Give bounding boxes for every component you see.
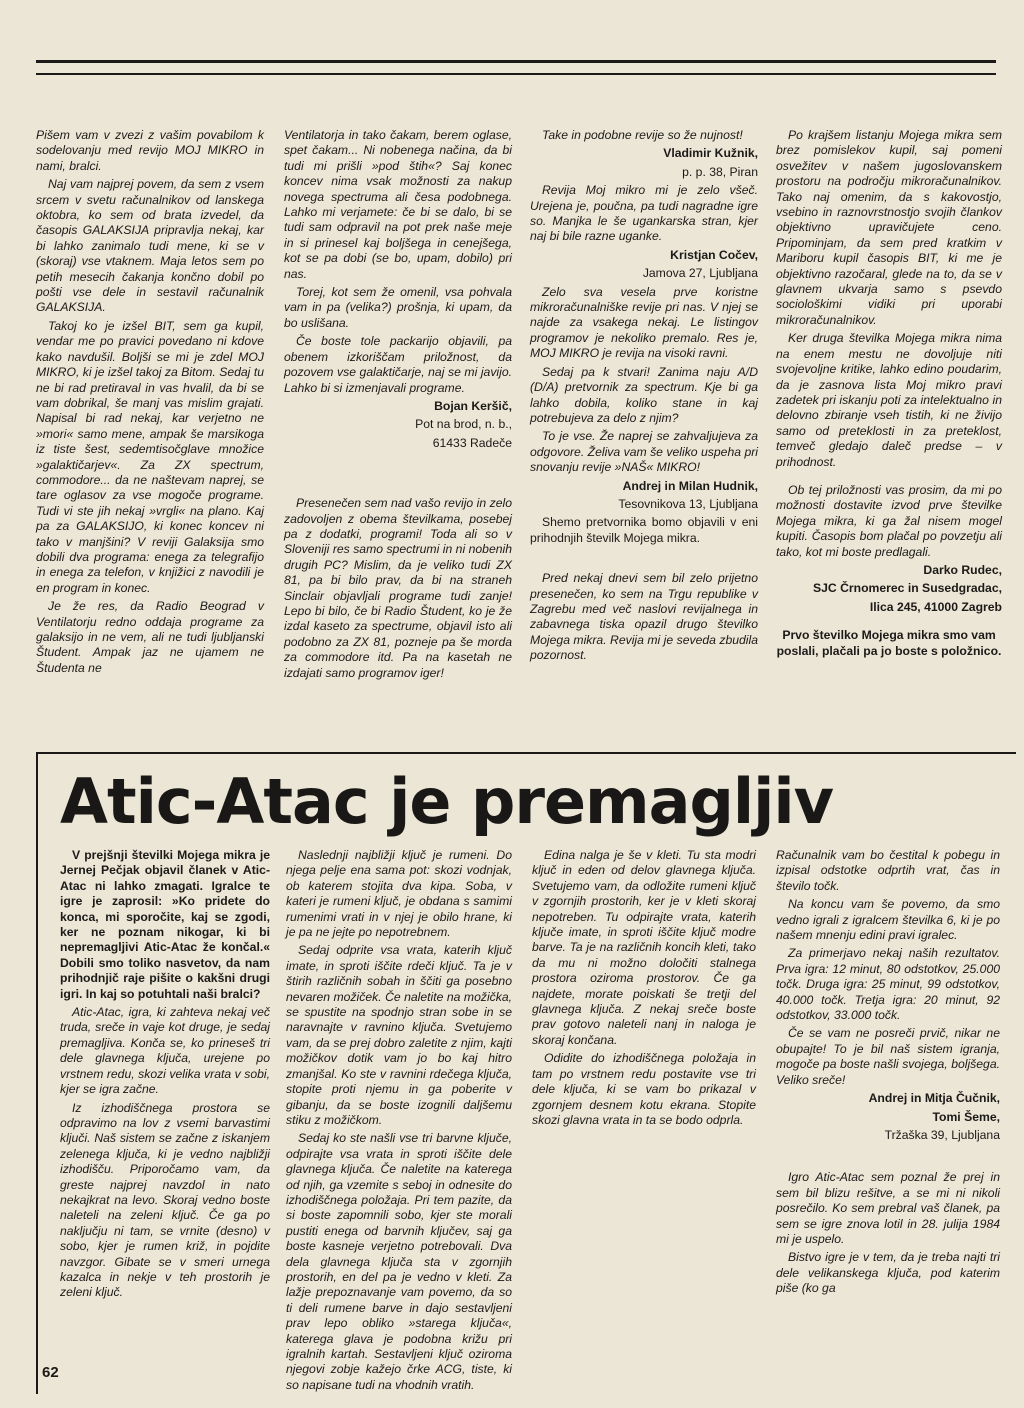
letter-paragraph: Ventilatorja in tako čakam, berem oglase, spet čakam... Ni nobenega načina, da bi tudi mi prišli »pod štih«? Saj konec koncev nima vsak možnosti za nakup novega spectruma ali česa podobnega. Lahko mi verjamete: če bi se dalo, bi se tudi sam odpravil na pot prek naše meje in si prinesel kaj boljšega in cenejšega, kot se pa dobi (se bo, upam, dobilo) pri nas. — [284, 128, 512, 281]
author-address: 61433 Radeče — [432, 435, 512, 450]
author-name: Andrej in Milan Hudnik, — [622, 478, 758, 493]
letter-paragraph: Zelo sva vesela prve koristne mikroračunalniške revije pri nas. V njej se najde za vsakega nekaj. Le listingov programov je nekoliko premalo. Res je, MOJ MIKRO je revija na visoki ravni. — [530, 284, 758, 361]
article-signature — [776, 1091, 1000, 1106]
article-paragraph: Sedaj odprite vsa vrata, katerih ključ imate, in sproti iščite rdeči ključ. Ta je v štirih različnih sobah in ščiti ga posebno nevaren možiček. Če naletite na možička, se spustite na spodnjo stran sobe in se naravnajte v ravnino ključa. Svetujemo vam, da se prej dobro zaletite z njim, kajti možičkov dotik vam jo bo kaj hitro zmanjšal. Ko ste v ravnini rdečega ključa, stopite proti njemu in ga poberite v gibanju, da se boste izognili daljšemu stiku z možičkom. — [286, 943, 512, 1127]
editor-reply: Prvo številko Mojega mikra smo vam poslali, plačali pa jo boste s položnico. — [776, 628, 1002, 658]
letters-column-2 — [284, 128, 512, 740]
author-address: Jamova 27, Ljubljana — [642, 266, 758, 281]
letters-column-4 — [776, 128, 1002, 740]
letters-column-1 — [36, 128, 264, 740]
page-number: 62 — [42, 1364, 59, 1381]
letter-paragraph: Pred nekaj dnevi sem bil zelo prijetno presenečen, ko sem na Trgu republike v Zagrebu med več naslovi revijalnega in zabavnega tiska opazil drugo številko Mojega mikra. Revija mi je seveda zbudila pozornost. — [530, 571, 758, 663]
article-column-4 — [776, 848, 1000, 1368]
editor-reply: Shemo pretvornika bomo objavili v eni prihodnjih številk Mojega mikra. — [530, 515, 758, 545]
article-paragraph: Če se vam ne posreči prvič, nikar ne obupajte! To je bil naš sistem igranja, mogoče pa boste našli svojega, boljšega. Veliko sreče! — [776, 1026, 1000, 1087]
article-paragraph: Iz izhodiščnega prostora se odpravimo na lov z vsemi barvastimi ključi. Naš sistem se začne z iskanjem zelenega ključa, ki je vedno najbližji izhodišču. Priporočamo vam, da greste najprej navzdol in nato nekajkrat na levo. Skoraj vedno boste naleteli na zeleni ključ. Če ga po naključju ni tam, se vrnite (desno) v sobo, kjer je rumen križ, in pojdite navzgor. Gibate se v smeri urnega kazalca in nekje v teh prostorih je zeleni ključ. — [60, 1100, 270, 1300]
letter-signature — [284, 399, 512, 414]
article-paragraph: Edina nalga je še v kleti. Tu sta modri ključ in eden od delov glavnega ključa. Svetujemo vam, da odložite rumeni ključ v zgornjih prostorih, ker je v kleti skoraj nepotreben. Tu odpirajte vrata, katerih ključe imate, in sproti iščite ključ modre barve. Ta je na različnih koncih kleti, tako da mu ni možno določiti stalnega prostora oziroma prostorov. Če ga najdete, morate poiskati še tretji del glavnega ključa. Z nekaj sreče boste prav gotovo naleteli nanj in naloga je skoraj končana. — [532, 848, 756, 1047]
article-title: Atic-Atac je premagljiv — [60, 765, 834, 838]
article-column-1 — [60, 848, 270, 1368]
article-paragraph: Igro Atic-Atac sem poznal že prej in sem bil blizu rešitve, a se mi ni nikoli posrečilo. Ko sem prebral vaš članek, pa sem se igre znova lotil in 28. julija 1984 mi je uspelo. — [776, 1170, 1000, 1246]
article-paragraph: Odidite do izhodiščnega položaja in tam po vrstnem redu postavite vse tri dele ključa, ki se vam bo prikazal v zgornjem desnem kotu ekrana. Stopite skozi glavna vrata in ta se bodo odprla. — [532, 1051, 756, 1127]
letter-paragraph: Pišem vam v zvezi z vašim povabilom k sodelovanju med revijo MOJ MIKRO in nami, bralci. — [36, 128, 264, 173]
article-column-2 — [286, 848, 512, 1392]
letter-signature — [530, 146, 758, 161]
author-address: SJC Črnomerec in Susedgradac, — [813, 581, 1002, 596]
author-name: Vladimir Kužnik, — [663, 146, 758, 161]
author-address: Tržaška 39, Ljubljana — [884, 1127, 1000, 1142]
letter-signature — [776, 563, 1002, 578]
author-name: Darko Rudec, — [923, 562, 1002, 577]
article-paragraph: Za primerjavo nekaj naših rezultatov. Prva igra: 12 minut, 80 odstotkov, 25.000 točk. Druga igra: 25 minut, 99 odstotkov, 40.000 točk. Tretja igra: 20 minut, 92 odstotkov, 33.000 točk. — [776, 946, 1000, 1023]
author-address: Ilica 245, 41000 Zagreb — [869, 599, 1002, 614]
letter-paragraph: Presenečen sem nad vašo revijo in zelo zadovoljen z obema številkama, posebej pa z dodatki, programi! Toda ali so v Sloveniji res samo spectrumi in ni nobenih drugih PC? Mislim, da je veliko tudi ZX 81, pa bi bilo prav, da bi na straneh Sinclair objavljali programe tudi zanje! Lepo bi bilo, če bi Radio Študent, ko je že izdal kaseto za spectrume, objavil isto ali podobno za ZX 81, pozneje pa še morda za commodore itd. Pa na kasetah ne izdajati samo programov iger! — [284, 496, 512, 680]
letter-paragraph: Naj vam najprej povem, da sem z vsem srcem v svetu računalnikov od lanskega oktobra, ko sem od brata izvedel, da časopis GALAKSIJA pripravlja nekaj, kar bi lahko zanimalo tudi mene, ki se v (skoraj) vse vtaknem. Maja letos sem po petih mesecih čakanja končno dobil po pošti vse dele in sestavil računalnik GALAKSIJA. — [36, 177, 264, 315]
letter-paragraph: Je že res, da Radio Beograd v Ventilatorju redno oddaja programe za galaksijo in ne vem, ali ne tudi ljubljanski Študent. Ampak jaz ne ujamem ne Študenta ne — [36, 599, 264, 675]
letter-signature — [530, 479, 758, 494]
top-rule — [36, 60, 996, 75]
article-column-3 — [532, 848, 756, 1368]
letter-paragraph: Torej, kot sem že omenil, vsa pohvala vam in pa (velika?) prošnja, ki upam, da bo uslišana. — [284, 285, 512, 330]
article-paragraph: Naslednji najbližji ključ je rumeni. Do njega pelje ena sama pot: skozi vodnjak, ob katerem stojita dva kipa. Soba, v kateri je rumeni ključ, je obdana s samimi rumenimi vrati in v njej je obilo hrane, ki je pa ne jejte po nepotrebnem. — [286, 848, 512, 940]
article-paragraph: Bistvo igre je v tem, da je treba najti tri dele velikanskega ključa, pod katerim piše (ko ga — [776, 1250, 1000, 1296]
author-address: Tesovnikova 13, Ljubljana — [618, 496, 758, 511]
letter-paragraph: Takoj ko je izšel BIT, sem ga kupil, vendar me po pravici povedano ni kdove kako navdušil. Boljši se mi je zdel MOJ MIKRO, ki je izšel takoj za Bitom. Sedaj tu ne bi rad pretiraval in vas hvalil, da bi se vam dobrikal, še manj vas mislim grajati. Napisal bi rad nekaj, kar verjetno ne »mori« samo mene, ampak še marsikoga iz tiste šest, sedemtisočglave množice »galaktičarjev«. Za ZX spectrum, commodore... da ne naštevam naprej, se tare oglasov za vse mogoče programe. Tudi vi ste jih nekaj »vrgli« na plano. Kaj pa za GALAKSIJO, ki konec koncev ni tako v manjšini? V reviji Galaksija smo dobili dva programa: enega za telegrafijo in enega za telefon, v knjižici z navodili je en program in konec. — [36, 318, 264, 595]
article-signature — [776, 1110, 1000, 1125]
article-paragraph: Atic-Atac, igra, ki zahteva nekaj več truda, sreče in vaje kot druge, je sedaj premagljiva. Konča se, ko prineseš tri dele glavnega ključa, urejene po vrstnem redu, skozi velika vrata v sobi, kjer se igra začne. — [60, 1005, 270, 1097]
letter-paragraph: Revija Moj mikro mi je zelo všeč. Urejena je, poučna, pa tudi nagradne igre so. Manjka le še ugankarska stran, kjer naj bi bile razne uganke. — [530, 183, 758, 244]
author-name: Kristjan Cočev, — [670, 247, 758, 262]
article-lead: V prejšnji številki Mojega mikra je Jernej Pečjak objavil članek v Atic-Atac ni lahko zmagati. Igralce te igre je zaprosil: »Ko pridete do konca, mi sporočite, kaj se zgodi, ker ne poznam nikogar, ki bi nepremagljivi Atic-Atac že končal.« Dobili smo toliko nasvetov, da nam prihodnjič raje pišite o kakšni drugi igri. In kaj so potuhtali naši bralci? — [60, 848, 270, 1001]
letters-column-3 — [530, 128, 758, 740]
author-address: Pot na brod, n. b., — [415, 417, 512, 432]
author-name: Andrej in Mitja Čučnik, — [868, 1091, 1000, 1106]
letter-paragraph: To je vse. Že naprej se zahvaljujeva za odgovore. Želiva vam še veliko uspeha pri snovanju revije »NAŠ« MIKRO! — [530, 429, 758, 475]
letter-paragraph: Po krajšem listanju Mojega mikra sem brez pomislekov kupil, saj pomeni osvežitev v našem jugoslovanskem prostoru na področju mikroračunalnikov. Tako naj omenim, da s kakovostjo, vsebino in raznovrstnostjo svojih člankov objektivno upravičujete ceno. Pripominjam, da sem pred kratkim v Mariboru kupil časopis BIT, ki me je objektivno razočaral, glede na to, da se v glavnem ukvarja samo s psevdo sociološkimi vidiki pri uporabi mikroračunalnikov. — [776, 128, 1002, 327]
article-paragraph: Na koncu vam še povemo, da smo vedno igrali z igralcem številka 6, ki je po našem mnenju edini pravi igralec. — [776, 897, 1000, 943]
letter-paragraph: Sedaj pa k stvari! Zanima naju A/D (D/A) pretvornik za spectrum. Kje bi ga lahko dobila, koliko stane in kaj potrebujeva za delo z njim? — [530, 364, 758, 425]
letter-signature — [530, 248, 758, 263]
article-paragraph: Računalnik vam bo čestital k pobegu in izpisal odstotke odprtih vrat, čas in število točk. — [776, 848, 1000, 893]
author-address: p. p. 38, Piran — [682, 164, 758, 179]
author-name: Tomi Šeme, — [932, 1109, 1000, 1124]
letter-paragraph: Take in podobne revije so že nujnost! — [542, 128, 743, 142]
letter-paragraph: Če boste tole packarijo objavili, pa obenem izkoriščam priložnost, da pozovem vse galaktičarje, naj se mi javijo. Lahko bi si izmenjavali programe. — [284, 334, 512, 395]
article-paragraph: Sedaj ko ste našli vse tri barvne ključe, odpirajte vsa vrata in sproti iščite dele glavnega ključa. Če naletite na katerega od njih, ga vzemite s seboj in odnesite do izhodiščnega položaja. Pri tem pazite, da si boste zapomnili sobo, kjer ste morali pustiti enega od barvnih ključev, saj ga boste kasneje verjetno potrebovali. Dva dela glavnega ključa sta v zgornjih prostorih, en del pa je vedno v kleti. Za lažje prepoznavanje vam povemo, da so ti deli rumene barve in dajo sestavljeni prav lepo obliko »starega ključa«, katerega glava je podobna križu pri igralnih kartah. Sestavljeni ključ oziroma njegovi zobje kažejo črke ACG, tiste, ki so napisane tudi na vhodnih vratih. — [286, 1131, 512, 1392]
letter-paragraph: Ker druga številka Mojega mikra nima na enem mestu ne dovoljuje niti svojevoljne kritike, lahko edino poudarim, da je zasnova lista Moj mikro pravi zadetek pri iskanju poti za intelektualno in delovno zbiranje vseh tistih, ki ne živijo samo od preteklosti in za preteklost, temveč gledajo dalеč predse – v prihodnost. — [776, 331, 1002, 469]
letter-paragraph: Ob tej priložnosti vas prosim, da mi po možnosti dostavite izvod prve številke Mojega mikra, ki ga žal nisem mogel kupiti. Časopis bom plačal po povzetju ali tako, kot mi boste predlagali. — [776, 482, 1002, 559]
author-name: Bojan Keršič, — [434, 398, 512, 413]
